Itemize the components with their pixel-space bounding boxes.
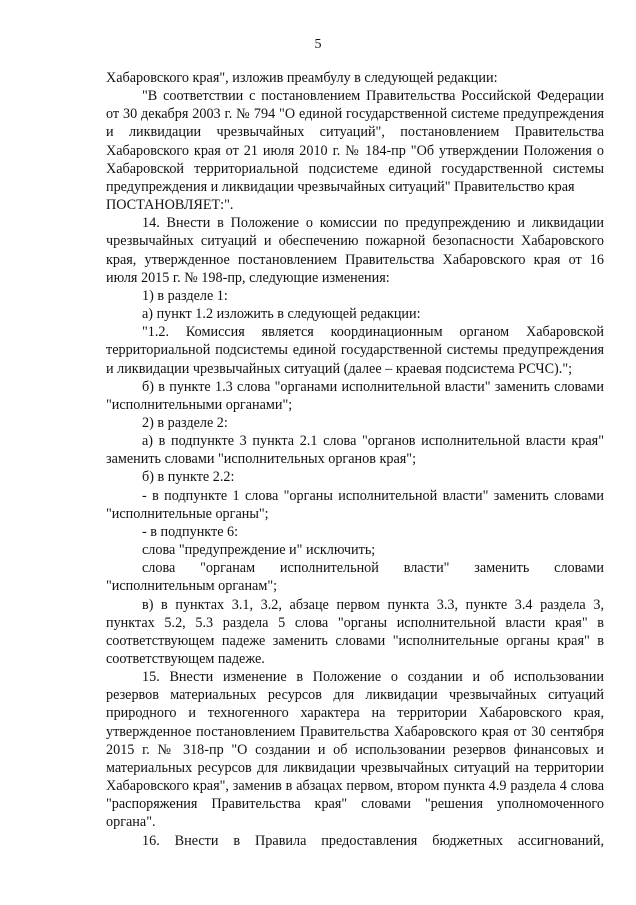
paragraph-14-1-a: а) пункт 1.2 изложить в следующей редакции: [142, 306, 421, 323]
document-body [106, 69, 604, 850]
paragraph-item-16: 16. Внести в Правила предоставления бюджетных ассигнований, [142, 832, 604, 849]
paragraph-14-2-b-sub1: - в подпункте 1 слова "органы исполнительной власти" заменить словами "исполнительные органы"; [106, 487, 604, 522]
paragraph-clause-1-2: "1.2. Комиссия является координационным органом Хабаровской территориальной подсистемы единой государственной системы предупреждения и ликвидации чрезвычайных ситуаций (далее – краевая подсистема РСЧС)."; [106, 324, 604, 377]
paragraph-14-2-v: в) в пунктах 3.1, 3.2, абзаце первом пункта 3.3, пункте 3.4 раздела 3, пунктах 5.2, 5.3 раздела 5 слова "органы исполнительной власти края" в соответствующем падеже заменить словами "исполнительные органы края" в соответствующем падеже. [106, 596, 604, 667]
paragraph-14-2-b-sub6-exclude: слова "предупреждение и" исключить; [142, 542, 376, 559]
paragraph-14-2: 2) в разделе 2: [142, 414, 228, 431]
paragraph-item-15: 15. Внести изменение в Положение о создании и об использовании резервов материальных ресурсов для ликвидации чрезвычайных ситуаций природного и техногенного характера на территории Хабаровского края, утвержденное постановлением Правительства Хабаровского края от 30 сентября 2015 г. № 318-пр "О создании и об использовании резервов финансовых и материальных ресурсов для ликвидации чрезвычайных ситуаций на территории Хабаровского края", заменив в абзацах первом, втором пункта 4.9 раздела 4 слова "распоряжения Правительства края" словами "решения уполномоченного органа". [106, 669, 604, 831]
paragraph-14-1: 1) в разделе 1: [142, 287, 228, 304]
paragraph-preamble-intro: Хабаровского края", изложив преамбулу в следующей редакции: [106, 70, 498, 86]
paragraph-preamble-quote: "В соответствии с постановлением Правительства Российской Федерации от 30 декабря 2003 г. № 794 "О единой государственной системе предупреждения и ликвидации чрезвычайных ситуаций", постановлением Правительства Хабаровского края от 21 июля 2010 г. № 184-пр "Об утверждении Положения о Хабаровской территориальной подсистеме единой государственной системы предупреждения и ликвидации чрезвычайных ситуаций" Правительство края [106, 88, 604, 195]
paragraph-postanovlyaet: ПОСТАНОВЛЯЕТ:". [106, 197, 234, 214]
paragraph-14-2-b: б) в пункте 2.2: [142, 469, 235, 486]
paragraph-item-14: 14. Внести в Положение о комиссии по предупреждению и ликвидации чрезвычайных ситуаций и обеспечению пожарной безопасности Хабаровского края, утвержденное постановлением Правительства Хабаровского края от 16 июля 2015 г. № 198-пр, следующие изменения: [106, 215, 604, 286]
page-number: 5 [314, 37, 322, 52]
paragraph-14-2-b-sub6-replace: слова "органам исполнительной власти" заменить словами "исполнительным органам"; [106, 560, 604, 595]
paragraph-14-2-b-sub6: - в подпункте 6: [142, 523, 239, 540]
paragraph-14-2-a: а) в подпункте 3 пункта 2.1 слова "органов исполнительной власти края" заменить словами "исполнительных органов края"; [106, 433, 604, 468]
paragraph-14-1-b: б) в пункте 1.3 слова "органами исполнительной власти" заменить словами "исполнительными органами"; [106, 378, 604, 413]
